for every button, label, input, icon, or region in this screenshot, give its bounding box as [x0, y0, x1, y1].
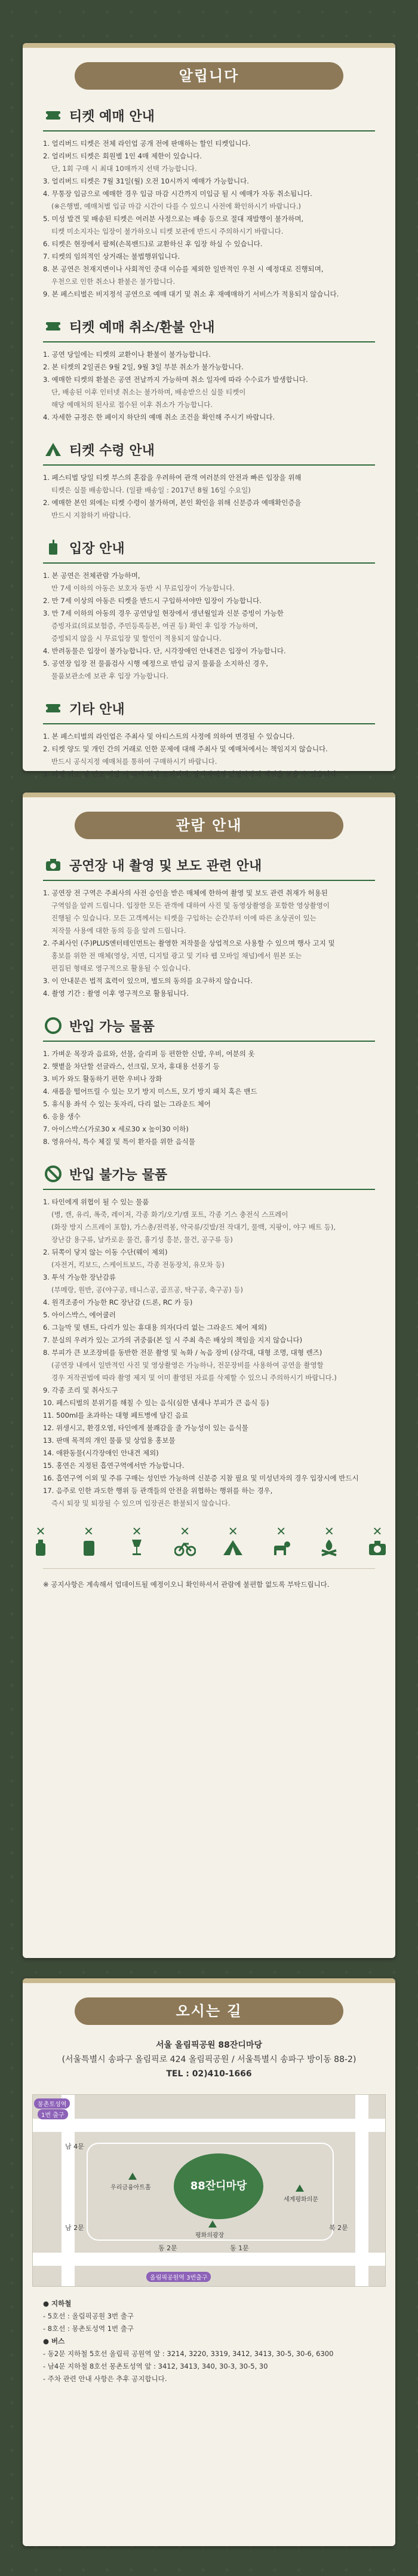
section-title: 공연장 내 촬영 및 보도 관련 안내	[69, 858, 262, 874]
dog-icon: ✕	[269, 1525, 293, 1556]
section-title: 반입 불가능 물품	[69, 1167, 168, 1183]
forbidden-pictograms	[29, 1525, 389, 1556]
list-item: 14. 애완동물(시각장애인 안내견 제외)	[43, 1449, 159, 1457]
gate-south-4: 남 4문	[65, 2143, 84, 2150]
list-item: 반드시 지참하기 바랍니다.	[51, 511, 131, 519]
notice-panel	[23, 43, 395, 778]
station-top-exit: 1번 출구	[38, 2109, 68, 2119]
transport-heading: ● 지하철	[43, 2299, 72, 2308]
section-header	[43, 537, 375, 564]
list-item: 16. 흡연구역 이외 및 주류 구매는 성인만 가능하며 신분증 지참 필요 및 미성년자의 경우 입장시에 반드시	[43, 1474, 359, 1482]
transport-heading: ● 버스	[43, 2337, 65, 2345]
list-item: 즉시 퇴장 및 퇴장될 수 있으며 입장권은 환불되지 않습니다.	[51, 1499, 230, 1507]
section-list	[43, 730, 375, 781]
viewing-panel	[23, 793, 395, 1958]
section-header	[43, 698, 375, 724]
section-viewing-0	[43, 855, 375, 1000]
list-item: 17. 음주로 인한 과도한 행위 등 관객들의 안전을 위협하는 행위를 하는 경우,	[43, 1486, 273, 1495]
ticket-icon	[43, 698, 63, 718]
footnote: ※ 공지사항은 계속해서 업데이트될 예정이오니 확인하셔서 관람에 불편함 없도록 부탁드립니다.	[43, 1580, 330, 1589]
section-list	[43, 348, 375, 424]
list-item: 해당 예매처의 된사로 접수된 이후 취소가 가능합니다.	[51, 400, 213, 409]
section-notice-4	[43, 698, 375, 781]
list-item: (※은행별, 예매처별 입금 마감 시간이 다를 수 있으니 사전에 확인하시기 바랍니다.)	[51, 202, 301, 210]
section-list	[43, 1048, 375, 1148]
map-road	[33, 2119, 385, 2132]
list-item: (병, 캔, 유리, 폭죽, 레이저, 각종 화기/오기/캠 포트, 각종 기스 충전식 스프레이	[51, 1210, 288, 1219]
list-item: 13. 판매 목적의 개인 물품 및 상업용 홍보물	[43, 1436, 176, 1445]
ticket-icon	[43, 105, 63, 126]
list-item: 2. 예매한 본인 외에는 티켓 수령이 불가하며, 본인 확인을 위해 신분증과 예매확인증을	[43, 498, 302, 507]
list-item: 만 7세 이하의 아동은 보호자 동반 시 무료입장이 가능합니다.	[51, 584, 235, 592]
bottle-icon: ✕	[29, 1525, 53, 1556]
list-item: 저작물 사용에 대한 동의 등을 알려 드립니다.	[51, 926, 186, 935]
list-item: 5. 공연장 입장 전 물품검사 시행 예정으로 반입 금지 물품을 소지하신 경우,	[43, 659, 268, 668]
venue-info	[23, 2038, 395, 2081]
list-item: 2. 얼리버드 티켓은 회원별 1인 4매 제한이 있습니다.	[43, 152, 202, 160]
tent-icon: ✕	[221, 1525, 245, 1556]
list-item: 2. 주최사인 (주)PLUS엔터테인먼트는 촬영한 저작물을 상업적으로 사용할 수 있으며 행사 고지 및	[43, 939, 335, 947]
list-item: 7. 티켓의 임의적인 상거래는 불법행위입니다.	[43, 252, 180, 261]
list-item: 2. 티켓 양도 및 개인 간의 거래로 인한 문제에 대해 주최사 및 예매처에서는 책임지지 않습니다.	[43, 745, 328, 753]
section-list	[43, 570, 375, 683]
transport-line: - 5호선 : 올림픽공원 3번 출구	[43, 2312, 134, 2320]
forbidden-icon	[43, 1164, 63, 1184]
list-item: 11. 500ml를 초과하는 대형 페트병에 담긴 음료	[43, 1411, 189, 1419]
list-item: 1. 공연장 전 구역은 주최사의 사전 승인을 받은 매체에 한하여 촬영 및 보도 관련 취재가 허용된	[43, 889, 328, 897]
list-item: 5. 아이스박스, 에어쿨러	[43, 1311, 116, 1319]
venue-address: (서울특별시 송파구 올림픽로 424 올림픽공원 / 서울특별시 송파구 방이동 88-2)	[62, 2055, 356, 2064]
bonfire-icon: ✕	[317, 1525, 341, 1556]
list-item: (부메랑, 원반, 공(야구공, 테니스공, 골프공, 탁구공, 축구공) 등)	[51, 1286, 243, 1294]
section-header	[43, 105, 375, 131]
list-item: 단, 1회 구매 시 최대 10매까지 선택 가능합니다.	[51, 164, 197, 173]
list-item: 9. 각종 조리 및 취사도구	[43, 1386, 118, 1394]
map-road	[33, 2253, 385, 2266]
gate-north-2: 북 2문	[329, 2224, 348, 2232]
list-item: 2. 뒤쪽이 닿지 않는 이동 수단(웨이 제외)	[43, 1248, 168, 1256]
section-list	[43, 472, 375, 522]
list-item: 진행될 수 있습니다. 모든 고객께서는 티켓을 구입하는 순간부터 이에 따른 초상권이 있는	[51, 914, 316, 922]
section-title: 반입 가능 물품	[69, 1019, 155, 1035]
list-item: 1. 가벼운 목장과 음료와, 선물, 슬리퍼 등 편한한 신발, 우비, 여분의 옷	[43, 1050, 255, 1058]
list-item: 15. 홍연은 지정된 흡연구역에서만 가능합니다.	[43, 1461, 185, 1470]
field-88: 88잔디마당	[174, 2153, 263, 2219]
list-item: 7. 아이스박스(가로30 x 세로30 x 높이30 이하)	[43, 1125, 189, 1133]
wine-glass-icon: ✕	[125, 1525, 149, 1556]
list-item: 물품보관소에 보관 후 입장 가능합니다.	[51, 672, 169, 680]
section-title: 입장 안내	[69, 541, 125, 556]
list-item: 편집된 형태로 영구적으로 활용될 수 있습니다.	[51, 964, 191, 972]
list-item: 증빙자료(의료보험증, 주민등록등본, 여권 등) 확인 후 입장 가능하며,	[51, 622, 258, 630]
panel-top-bar	[23, 43, 395, 48]
list-item: 6. 응용 생수	[43, 1112, 81, 1121]
gate-east-2: 동 2문	[158, 2244, 177, 2252]
notice-sections	[23, 105, 395, 781]
section-notice-3	[43, 537, 375, 683]
section-header	[43, 316, 375, 342]
transport-line: - 남4문 지하철 8호선 몽촌토성역 앞 : 3412, 3413, 340, 30-3, 30-5, 30	[43, 2362, 268, 2370]
list-item: 4. 무통장 입금으로 예매한 경우 입금 마감 시간까지 미입금 될 시 예매가 자동 취소됩니다.	[43, 189, 312, 198]
list-item: 6. 티켓은 현장에서 팔찌(손목밴드)로 교환하신 후 입장 하실 수 있습니다.	[43, 240, 263, 248]
list-item: 4. 새롭을 떨어뜨릴 수 있는 모기 방지 미스트, 모기 방지 패치 혹은 밴드	[43, 1087, 257, 1096]
list-item: 1. 타인에게 위협이 될 수 있는 물품	[43, 1198, 149, 1206]
list-item: 4. 반려동물은 입장이 불가능합니다. 단, 시각장애인 안내견은 입장이 가능합니다.	[43, 647, 286, 655]
section-header	[43, 439, 375, 466]
list-item: 2. 햇볕을 차단할 선글라스, 선크림, 모자, 휴대용 선풍기 등	[43, 1062, 220, 1070]
section-notice-1	[43, 316, 375, 424]
list-item: (화장 방지 스프레이 포함), 가스총/전력봉, 약국류/깃발/전 작대기, 물백, 지팡이, 야구 배트 등),	[51, 1223, 336, 1231]
list-item: 2. 본 티켓의 2일권은 9월 2일, 9월 3일 부분 취소가 불가능합니다.	[43, 363, 244, 371]
section-header	[43, 1164, 375, 1190]
directions-panel	[23, 1978, 395, 2546]
list-item: 장난감 용구류, 날카로운 물건, 흉기성 흥분, 물건, 공구류 등)	[51, 1235, 233, 1244]
landmark-marker	[208, 2220, 217, 2228]
can-icon: ✕	[77, 1525, 101, 1556]
bicycle-icon: ✕	[173, 1525, 197, 1556]
list-item: 8. 부피가 큰 보조장비를 동반한 전문 촬영 및 녹화 / 녹음 장비 (삼각대, 대형 조명, 대형 렌즈)	[43, 1348, 322, 1357]
list-item: 반드시 공식지정 예매처를 통하여 구매하시기 바랍니다.	[51, 757, 217, 766]
list-item: 티켓 미소지자는 입장이 불가하오니 티켓 보관에 반드시 주의하시기 바랍니다.	[51, 227, 284, 235]
viewing-title: 관람 안내	[75, 812, 343, 839]
section-viewing-1	[43, 1015, 375, 1148]
transport-line: - 주차 관련 안내 사항은 추후 공지합니다.	[43, 2375, 167, 2383]
list-item: 1. 공연 당일에는 티켓의 교환이나 환불이 불가능합니다.	[43, 350, 211, 359]
list-item: 4. 촬영 기간 : 촬영 이후 영구적으로 활용됩니다.	[43, 989, 189, 998]
landmark-plaza: 평화의광장	[195, 2232, 225, 2239]
list-item: 8. 영유아식, 특수 체질 및 특이 환자를 위한 음식물	[43, 1137, 195, 1146]
section-title: 티켓 수령 안내	[69, 443, 155, 458]
transport-line: - 동2문 지하철 5호선 올림픽 공원역 앞 : 3214, 3220, 3319, 3412, 3413, 30-5, 30-6, 6300	[43, 2349, 334, 2358]
list-item: 1. 본 공연은 전체관람 가능하며,	[43, 571, 140, 580]
list-item: 3. 티켓 위조 및 변조 적발 시 즉시 회장 조치되며, 당사자에게 민형사상의 책임을 묻을 수 있습니다.	[43, 770, 339, 778]
directions-title: 오시는 길	[75, 1997, 343, 2025]
venue-map[interactable]	[32, 2094, 386, 2287]
station-bottom: 올림픽공원역 3번출구	[146, 2272, 211, 2282]
camera-icon	[43, 855, 63, 875]
list-item: 10. 페스티벌의 분위기를 해칠 수 있는 음식(심한 냄새나 부피가 큰 음식 등)	[43, 1399, 269, 1407]
gate-south-2: 남 2문	[65, 2224, 84, 2232]
section-list	[43, 887, 375, 1000]
landmark-peace-gate: 세계평화의문	[284, 2196, 318, 2203]
list-item: 증빙되지 않을 시 무료입장 및 할인이 적용되지 않습니다.	[51, 634, 222, 643]
section-viewing-2	[43, 1164, 375, 1510]
list-item: 1. 페스티벌 당일 티켓 부스의 혼잡을 우려하여 관객 여러분의 안전과 빠른 입장을 위해	[43, 473, 302, 482]
allowed-icon	[43, 1015, 63, 1036]
list-item: 1. 본 페스티벌의 라인업은 주최사 및 아티스트의 사정에 의하여 변경될 수 있습니다.	[43, 732, 295, 741]
list-item: 3. 얼리버드 티켓은 7월 31일(월) 오전 10시까지 예매가 가능합니다.	[43, 177, 249, 185]
divider	[43, 1568, 375, 1569]
section-title: 티켓 예매 안내	[69, 109, 155, 124]
ticket-icon	[43, 316, 63, 336]
section-title: 티켓 예매 취소/환불 안내	[69, 320, 215, 335]
venue-tel: TEL : 02)410-1666	[166, 2069, 252, 2079]
list-item: 6. 그늘막 및 텐트, 다리가 있는 휴대용 의자(다리 없는 그라운드 체어 제외)	[43, 1323, 267, 1332]
list-item: 티켓은 실물 배송합니다. (일괄 배송일 : 2017년 8월 16일 수요일)	[51, 486, 251, 494]
section-title: 기타 안내	[69, 702, 125, 717]
section-list	[43, 1196, 375, 1510]
landmark-marker	[128, 2173, 137, 2180]
list-item: 4. 자세한 규정은 한 페이지 하단의 예매 취소 조건을 확인해 주시기 바랍니다.	[43, 413, 275, 421]
landmark-art-hall: 우리금융아트홀	[110, 2185, 151, 2191]
drink-icon	[43, 537, 63, 558]
list-item: 3. 비가 와도 활동하기 편한 우비나 장화	[43, 1075, 162, 1083]
list-item: 2. 만 7세 이상의 아동은 티켓을 반드시 구입하셔야만 입장이 가능합니다.	[43, 596, 262, 605]
viewing-sections	[23, 855, 395, 1510]
list-item: 3. 이 안내문은 법적 효력이 있으며, 별도의 동의를 요구하지 않습니다.	[43, 977, 253, 985]
list-item: 5. 휴식용 좌석 수 있는 돗자리, 다리 없는 그라운드 체어	[43, 1100, 211, 1108]
landmark-marker	[296, 2185, 304, 2192]
list-item: 3. 투석 가능한 장난감류	[43, 1273, 116, 1281]
transport-line: - 8호선 : 몽촌토성역 1번 출구	[43, 2324, 134, 2333]
venue-name: 서울 올림픽공원 88잔디마당	[156, 2040, 262, 2050]
list-item: 12. 위생시고, 환경오염, 타인에게 불쾌감을 줄 가능성이 있는 음식물	[43, 1424, 248, 1432]
list-item: 단, 배송된 이후 인터넷 취소는 불가하며, 배송받으신 실물 티켓이	[51, 388, 246, 396]
list-item: 9. 본 페스티벌은 비지정석 공연으로 예매 대기 및 취소 후 재예매하기 서비스가 적용되지 않습니다.	[43, 290, 339, 298]
section-list	[43, 137, 375, 301]
list-item: (자전거, 킥보드, 스케이트보드, 각종 전동장치, 유모차 등)	[51, 1261, 225, 1269]
list-item: 5. 미성 발견 및 배송된 티켓은 여러분 사정으로는 배송 등으로 절대 재발행이 불가하며,	[43, 215, 304, 223]
list-item: 1. 얼리버드 티켓은 전체 라인업 공개 전에 판매하는 할인 티켓입니다.	[43, 139, 251, 148]
notice-title: 알립니다	[75, 62, 343, 90]
panel-top-bar	[23, 1978, 395, 1983]
list-item: 경우 저작권법에 따라 촬영 제지 및 이미 촬영된 자료를 삭제할 수 있으니 주의하시기 바랍니다.)	[51, 1373, 337, 1382]
section-notice-2	[43, 439, 375, 522]
tent-icon	[43, 439, 63, 460]
section-header	[43, 1015, 375, 1042]
list-item: 홍보를 위한 전 매체(영상, 지면, 디지털 광고 및 기타 웹 모바일 채널)에서 원본 또는	[51, 952, 302, 960]
gate-east-1: 동 1문	[230, 2244, 249, 2252]
list-item: 8. 본 공연은 천재지변이나 사회적인 중대 이슈를 제외한 일반적인 우천 시 예정대로 진행되며,	[43, 265, 324, 273]
list-item: (공연장 내에서 일반적인 사진 및 영상촬영은 가능하나, 전문장비를 사용하여 공연을 촬영할	[51, 1361, 324, 1369]
transport-info	[43, 2297, 375, 2385]
list-item: 4. 원격조종이 가능한 RC 장난감 (드론, RC 카 등)	[43, 1298, 193, 1307]
list-item: 구역임을 알려 드립니다. 입장한 모든 관객에 대하여 사진 및 동영상촬영을 포함한 영상촬영이	[51, 901, 330, 910]
list-item: 3. 만 7세 이하의 아동의 경우 공연당일 현장에서 생년월일과 신분 증빙이 가능한	[43, 609, 284, 617]
camera-icon: ✕	[365, 1525, 389, 1556]
list-item: 7. 분실의 우려가 있는 고가의 귀중품(본 일 시 주최 측은 배상의 책임을 지지 않습니다)	[43, 1336, 303, 1344]
station-top: 몽촌토성역	[34, 2098, 70, 2109]
list-item: 우천으로 인한 취소나 환불은 불가합니다.	[51, 277, 176, 286]
section-header	[43, 855, 375, 881]
section-notice-0	[43, 105, 375, 301]
panel-top-bar	[23, 793, 395, 797]
list-item: 3. 예매한 티켓의 환불은 공연 전날까지 가능하며 취소 일자에 따라 수수료가 발생합니다.	[43, 375, 308, 384]
